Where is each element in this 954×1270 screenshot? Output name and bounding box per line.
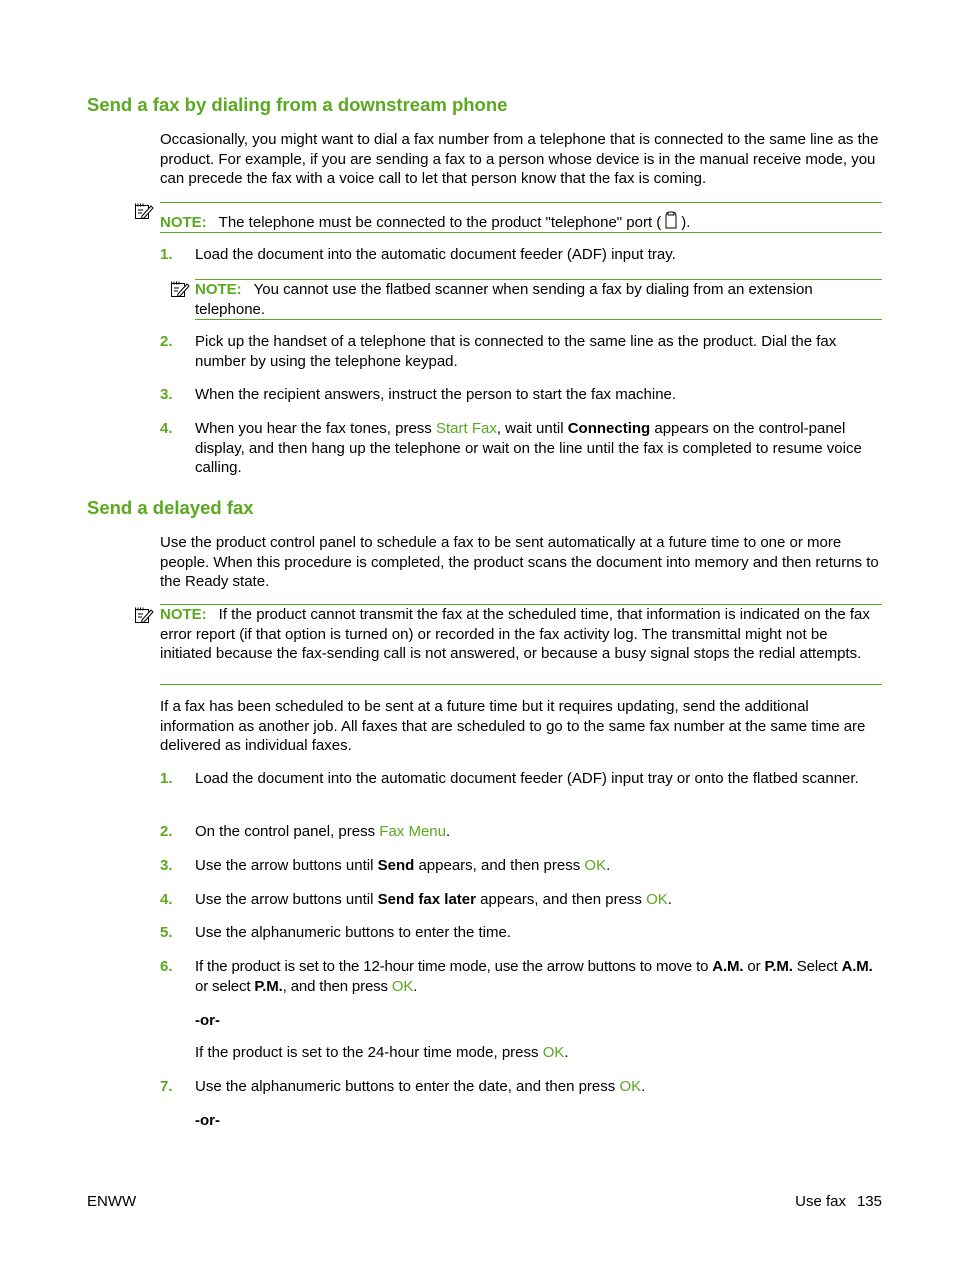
footer-chapter: Use fax — [795, 1193, 846, 1210]
step-number: 2. — [160, 823, 173, 840]
footer-right — [795, 1193, 882, 1210]
page-number: 135 — [856, 1193, 882, 1210]
intro-paragraph: Occasionally, you might want to dial a fax number from a telephone that is connected to the same line as the product. For example, if you are sending a fax to a person whose device is in the manual receive mode, you can precede the fax with a voice call to let that person know that the fax is coming. — [160, 131, 879, 187]
step-text — [195, 890, 882, 910]
step-text — [195, 419, 882, 478]
step-number: 1. — [160, 770, 173, 787]
step-text-part: . — [413, 977, 418, 995]
footer-left: ENWW — [87, 1193, 137, 1210]
or-separator: -or- — [195, 1012, 220, 1029]
note-icon — [170, 280, 190, 298]
note-label: NOTE: — [160, 214, 207, 231]
telephone-port-icon — [663, 211, 679, 229]
ok-button-ref: OK — [646, 891, 668, 908]
step-number: 4. — [160, 420, 173, 437]
step-text-part: If the product is set to the 12-hour time mode, use the arrow buttons to move to — [195, 958, 713, 975]
note-text: You cannot use the flatbed scanner when sending a fax by dialing from an extension telephone. — [195, 281, 813, 318]
ok-button-ref: OK — [584, 857, 607, 874]
step-number: 2. — [160, 333, 173, 350]
fax-menu-button-ref: Fax Menu — [379, 823, 446, 840]
intro-paragraph: Use the product control panel to schedule a fax to be sent automatically at a future time to one or more people. When this procedure is completed, the product scans the document into memory and then returns to the Ready state. — [160, 534, 879, 590]
time-option: P.M. — [764, 958, 793, 975]
step-text-part: Use the alphanumeric buttons to enter the date, and then press — [195, 1078, 620, 1095]
step-text — [195, 1077, 882, 1097]
step-text-part: Use the arrow buttons until — [195, 857, 378, 874]
step-number: 4. — [160, 891, 173, 908]
step-number: 1. — [160, 246, 173, 263]
step-text-part: or — [743, 958, 765, 975]
note-icon — [134, 202, 154, 220]
start-fax-button-ref: Start Fax — [435, 420, 497, 437]
note-text: If the product cannot transmit the fax at the scheduled time, that information is indicated on the fax error report (if that option is turned on) or recorded in the fax activity log. The transmittal might not be initiated because the fax-sending call is not answered, or because a busy signal stops the redial attempts. — [160, 606, 870, 662]
step-number: 5. — [160, 924, 173, 941]
menu-option: Send — [377, 857, 415, 874]
or-separator: -or- — [195, 1112, 220, 1129]
step-text-part: , and then press — [282, 977, 392, 995]
step-number: 3. — [160, 386, 173, 403]
step-text-part: . — [606, 857, 611, 874]
menu-option: Send fax later — [377, 891, 476, 908]
section-heading-downstream-phone: Send a fax by dialing from a downstream phone — [87, 94, 508, 115]
step-text-part: . — [564, 1044, 569, 1061]
time-option: P.M. — [254, 977, 283, 995]
step-text-part: . — [641, 1078, 646, 1095]
ok-button-ref: OK — [542, 1044, 565, 1061]
note-box — [195, 279, 882, 320]
step-number: 7. — [160, 1078, 173, 1095]
step-text — [195, 957, 882, 996]
step-text-part: or select — [195, 977, 255, 995]
note-label: NOTE: — [195, 281, 242, 298]
step-text-part: When you hear the fax tones, press — [195, 420, 436, 437]
step-text-part: appears on the control-panel display, and then hang up the telephone or wait on the line until the fax is completed to resume voice calling. — [195, 420, 862, 476]
time-option: A.M. — [712, 958, 744, 975]
step-text: Pick up the handset of a telephone that is connected to the same line as the product. Dial the fax number by using the telephone keypad. — [195, 333, 837, 370]
display-message: Connecting — [567, 420, 651, 437]
step-number: 6. — [160, 958, 173, 975]
note-text-end: ). — [681, 214, 691, 231]
step-text-part: On the control panel, press — [195, 823, 380, 840]
step-text: Load the document into the automatic document feeder (ADF) input tray. — [195, 246, 676, 263]
step-text: When the recipient answers, instruct the person to start the fax machine. — [195, 386, 677, 403]
note-box — [160, 604, 882, 685]
section-heading-delayed-fax: Send a delayed fax — [87, 497, 254, 518]
step-text: Use the alphanumeric buttons to enter the time. — [195, 924, 512, 941]
note-icon — [134, 606, 154, 624]
step-text-part: . — [445, 823, 451, 840]
step-text-part: Use the arrow buttons until — [195, 891, 378, 908]
ok-button-ref: OK — [391, 977, 414, 995]
step-text — [195, 822, 882, 842]
note-text: The telephone must be connected to the product "telephone" port ( — [218, 214, 662, 231]
step-text-part: . — [667, 891, 672, 908]
step-text-part: appears, and then press — [475, 891, 647, 908]
step-text-part: , wait until — [496, 420, 568, 437]
step-text-part: Select — [792, 958, 842, 975]
time-option: A.M. — [841, 958, 873, 975]
step-number: 3. — [160, 857, 173, 874]
ok-button-ref: OK — [619, 1078, 642, 1095]
step-text-part: appears, and then press — [414, 857, 585, 874]
note-label: NOTE: — [160, 606, 207, 623]
update-paragraph: If a fax has been scheduled to be sent at a future time but it requires updating, send the additional information as another job. All faxes that are scheduled to go to the same fax number at the same time are delivered as individual faxes. — [160, 698, 866, 754]
step-text-part: If the product is set to the 24-hour time mode, press — [195, 1044, 543, 1061]
note-box — [160, 202, 882, 233]
step-text — [195, 856, 882, 876]
step-alternative — [195, 1043, 569, 1063]
step-text: Load the document into the automatic document feeder (ADF) input tray or onto the flatbed scanner. — [195, 770, 859, 787]
